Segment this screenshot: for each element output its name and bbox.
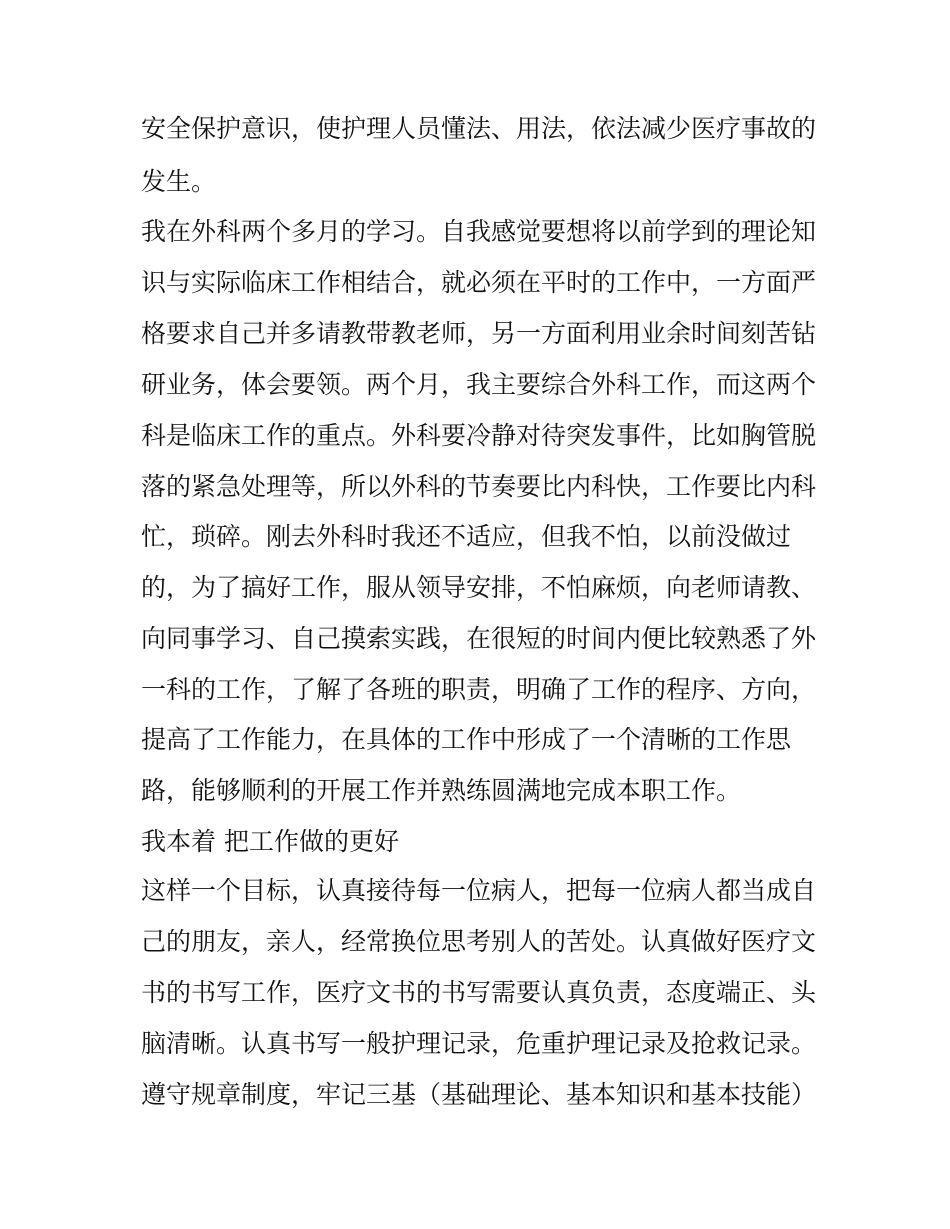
text-line: 我在外科两个多月的学习。自我感觉要想将以前学到的理论知: [141, 217, 817, 246]
text-line: 书的书写工作，医疗文书的书写需要认真负责，态度端正、头: [141, 978, 817, 1007]
text-line: 脑清晰。认真书写一般护理记录，危重护理记录及抢救记录。: [141, 1029, 817, 1058]
text-line: 忙，琐碎。刚去外科时我还不适应，但我不怕，以前没做过: [141, 522, 792, 551]
text-line: 这样一个目标，认真接待每一位病人，把每一位病人都当成自: [141, 876, 817, 905]
text-line: 向同事学习、自己摸索实践，在很短的时间内便比较熟悉了外: [141, 624, 817, 653]
text-line: 己的朋友，亲人，经常换位思考别人的苦处。认真做好医疗文: [141, 927, 817, 956]
text-line: 的，为了搞好工作，服从领导安排，不怕麻烦，向老师请教、: [141, 573, 817, 602]
text-line: 路，能够顺利的开展工作并熟练圆满地完成本职工作。: [141, 776, 742, 805]
text-line: 落的紧急处理等，所以外科的节奏要比内科快，工作要比内科: [141, 472, 817, 501]
text-line: 研业务，体会要领。两个月，我主要综合外科工作，而这两个: [141, 370, 817, 399]
text-line: 发生。: [141, 167, 217, 196]
text-line: 科是临床工作的重点。外科要冷静对待突发事件，比如胸管脱: [141, 421, 817, 450]
text-line: 一科的工作，了解了各班的职责，明确了工作的程序、方向，: [141, 675, 817, 704]
text-line: 格要求自己并多请教带教老师，另一方面利用业余时间刻苦钻: [141, 319, 817, 348]
text-line: 安全保护意识，使护理人员懂法、用法，依法减少医疗事故的: [141, 114, 817, 143]
text-line: 遵守规章制度，牢记三基（基础理论、基本知识和基本技能）: [141, 1080, 817, 1109]
text-line: 识与实际临床工作相结合，就必须在平时的工作中，一方面严: [141, 268, 817, 297]
text-line: 提高了工作能力，在具体的工作中形成了一个清晰的工作思: [141, 725, 792, 754]
text-line: 我本着 把工作做的更好: [141, 827, 399, 856]
